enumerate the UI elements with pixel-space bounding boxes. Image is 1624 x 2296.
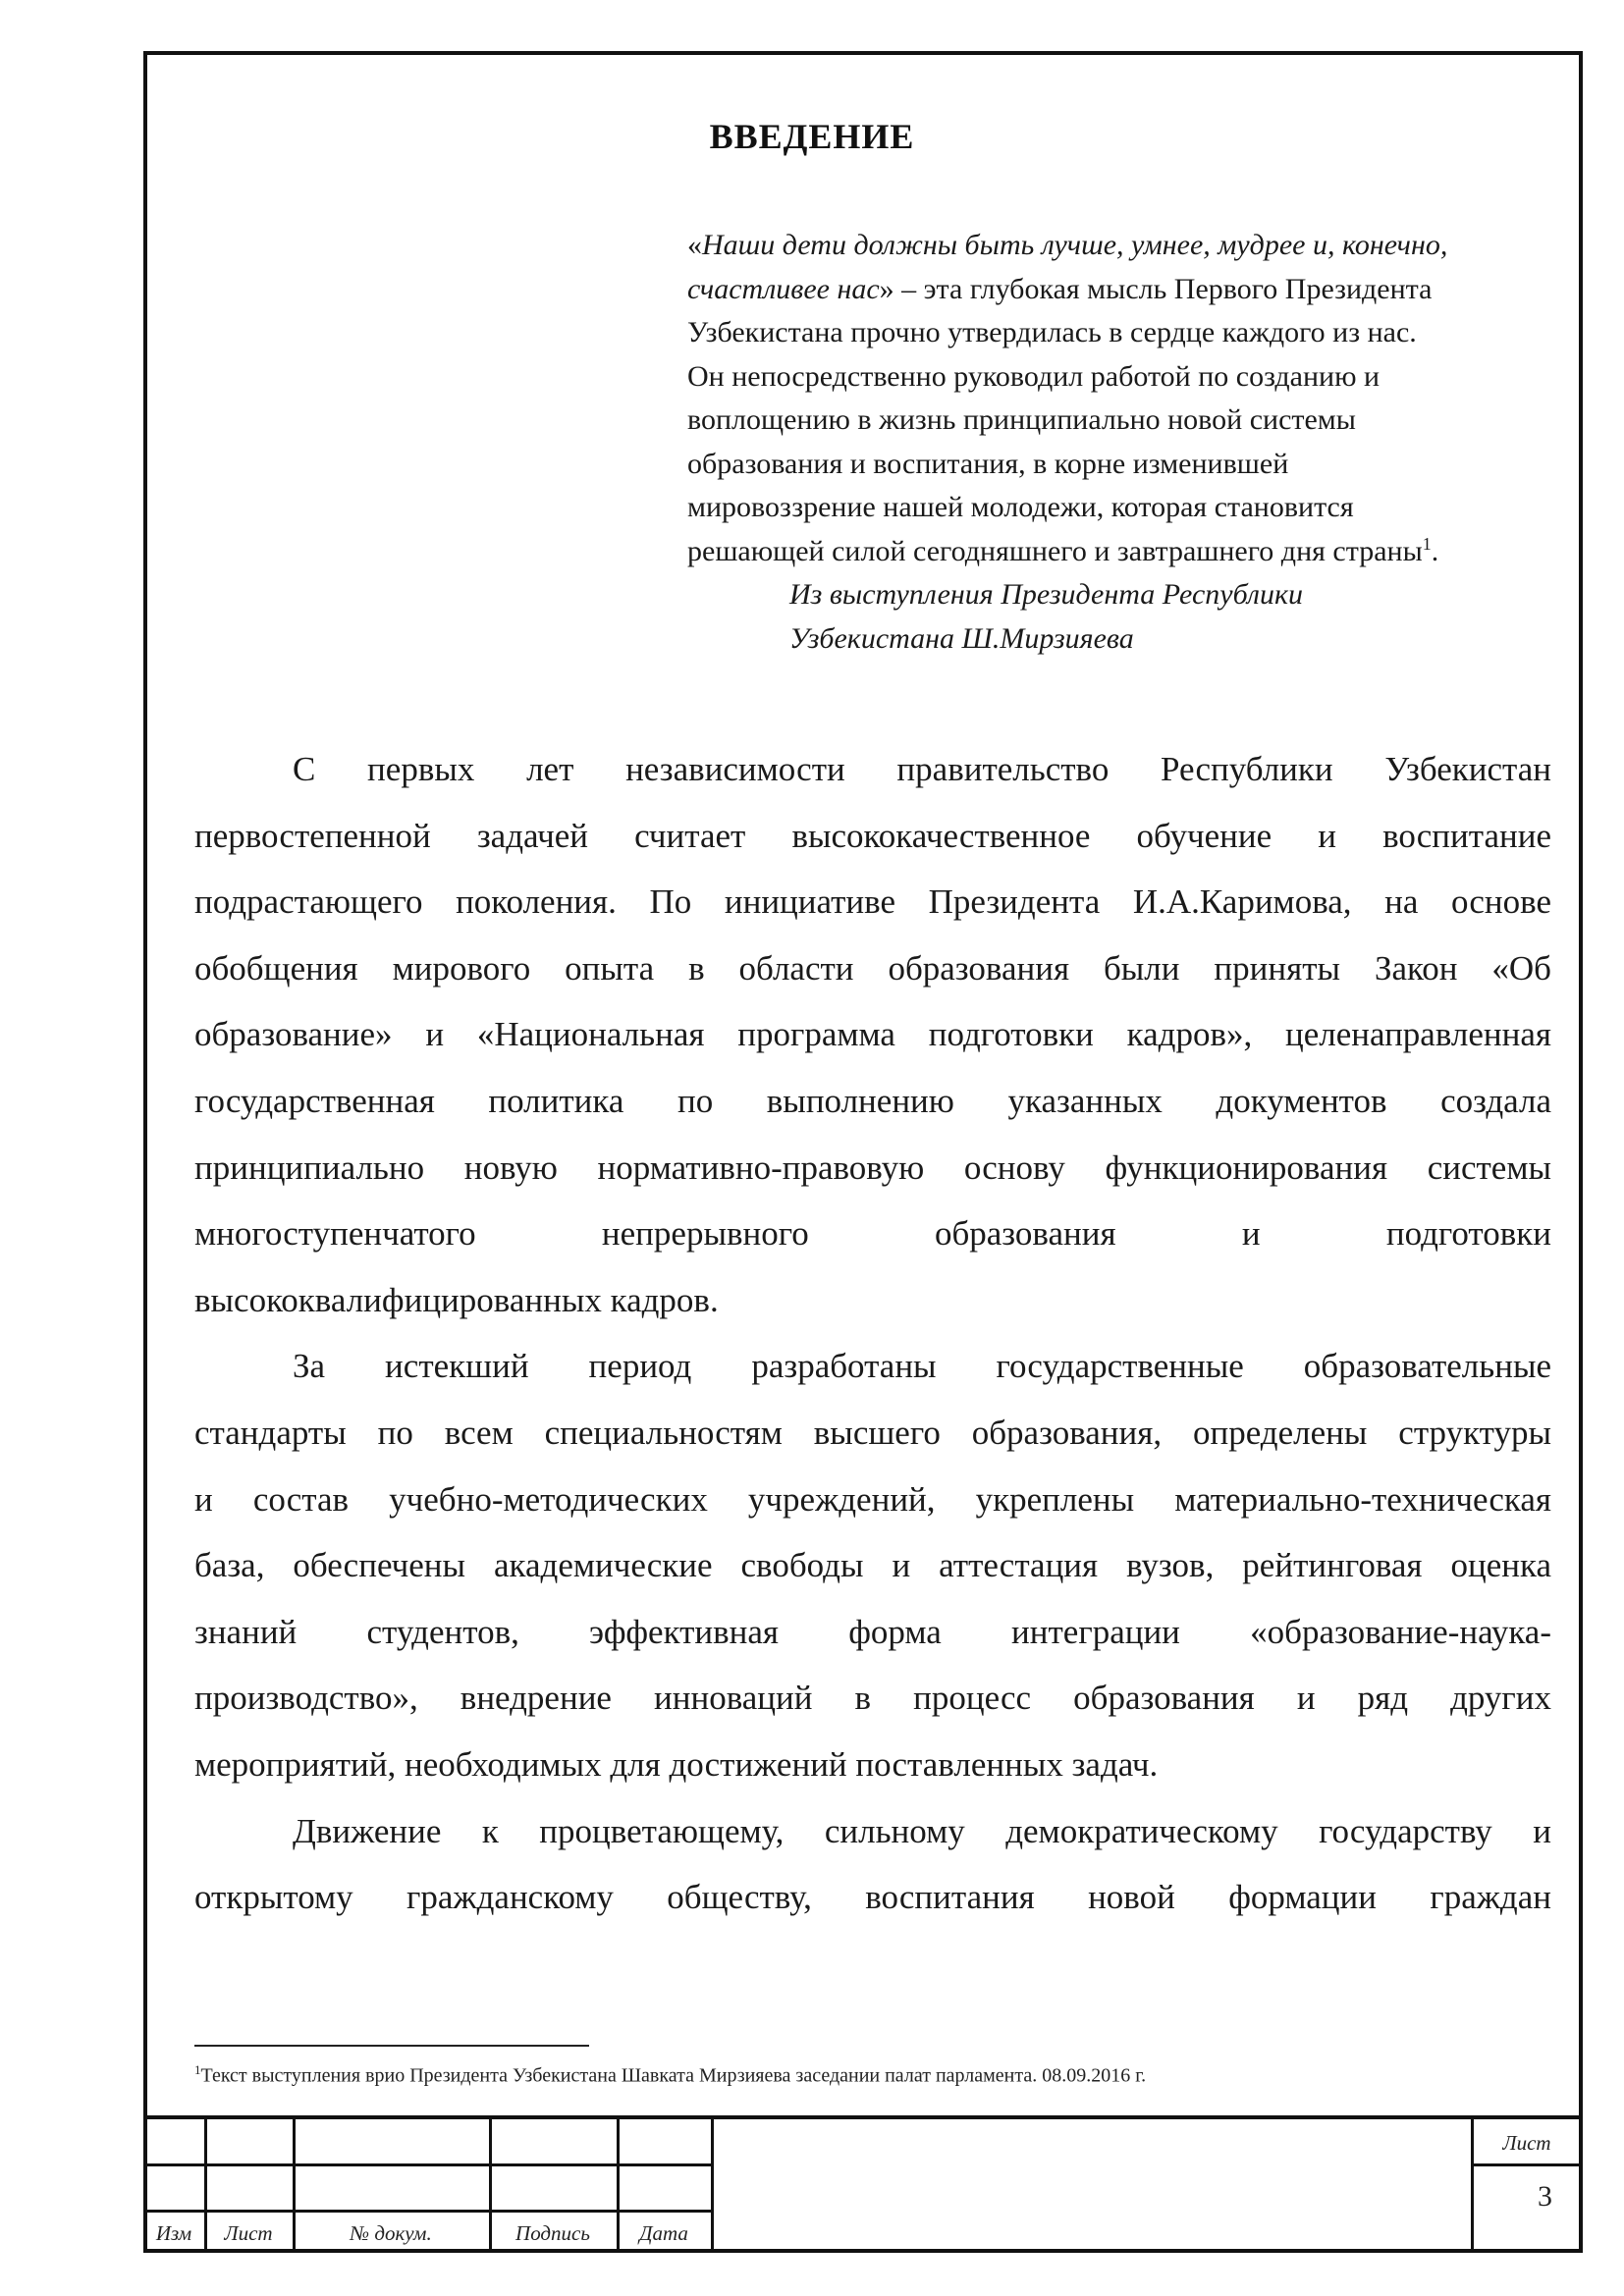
epigraph-source-1: Из выступления Президента Республики	[789, 578, 1304, 611]
text-line: Движение к процветающему, сильному демократическому государству и	[293, 1811, 1551, 1850]
epigraph-line-4: Он непосредственно руководил работой по созданию и	[687, 359, 1380, 393]
text-line: и состав учебно-методических учреждений, укреплены материально-техническая	[194, 1479, 1551, 1519]
footnote-text: Текст выступления врио Президента Узбекистана Шавката Мирзияева заседании палат парламента. 08.09.2016 г.	[200, 2064, 1147, 2087]
epigraph-line-7: мировоззрение нашей молодежи, которая становится	[687, 491, 1354, 523]
footnote	[194, 2062, 1146, 2088]
epigraph-source-2: Узбекистана Ш.Мирзияева	[789, 621, 1134, 655]
epigraph-line-6: образования и воспитания, в корне изменившей	[687, 447, 1289, 480]
stamp-date-label: Дата	[639, 2221, 688, 2245]
paragraph-1	[194, 736, 1551, 1333]
text-line: база, обеспечены академические свободы и аттестация вузов, рейтинговая оценка	[194, 1546, 1551, 1585]
page-title: ВВЕДЕНИЕ	[709, 117, 915, 156]
text-line: образование» и «Национальная программа подготовки кадров», целенаправленная	[194, 1015, 1551, 1054]
footnote-separator	[194, 2045, 589, 2047]
text-line: многоступенчатого непрерывного образования и подготовки	[194, 1214, 1551, 1254]
stamp-signature-label: Подпись	[515, 2221, 590, 2245]
text-line: принципиально новую нормативно-правовую основу функционирования системы	[194, 1148, 1551, 1187]
epigraph-line-3: Узбекистана прочно утвердилась в сердце каждого из нас.	[687, 316, 1417, 348]
epigraph	[687, 224, 1551, 661]
body-text	[194, 736, 1551, 1931]
text-line: стандарты по всем специальностям высшего образования, определены структуры	[194, 1413, 1551, 1452]
epigraph-line-8: решающей силой сегодняшнего и завтрашнего дня страны$^1$.	[687, 533, 1439, 567]
stamp-row-line	[143, 2210, 713, 2213]
text-line: государственная политика по выполнению указанных документов создала	[194, 1081, 1551, 1120]
title-block-stamp	[143, 2115, 1583, 2253]
page-number: 3	[1538, 2180, 1552, 2213]
text-line: высококвалифицированных кадров.	[194, 1280, 719, 1319]
text-line: подрастающего поколения. По инициативе Президента И.А.Каримова, на основе	[194, 882, 1551, 922]
epigraph-line-2: счастливее нас» – эта глубокая мысль Первого Президента	[687, 272, 1433, 305]
text-line: производство», внедрение инноваций в процесс образования и ряд других	[194, 1679, 1551, 1718]
text-line: знаний студентов, эффективная форма интеграции «образование-наука-	[194, 1612, 1551, 1651]
text-line: С первых лет независимости правительство Республики Узбекистан	[293, 750, 1551, 788]
paragraph-2	[194, 1333, 1551, 1797]
footnote-marker: 1	[194, 2062, 201, 2077]
stamp-list-label: Лист	[224, 2221, 273, 2245]
text-line: мероприятий, необходимых для достижений поставленных задач.	[194, 1744, 1159, 1784]
stamp-izm-label: Изм	[155, 2221, 192, 2245]
stamp-row-line	[1471, 2163, 1583, 2166]
text-line: За истекший период разработаны государственные образовательные	[293, 1347, 1551, 1386]
stamp-divider	[711, 2119, 714, 2253]
epigraph-line-5: воплощению в жизнь принципиально новой системы	[687, 403, 1356, 436]
stamp-sheet-label: Лист	[1502, 2131, 1551, 2155]
text-line: обобщения мирового опыта в области образования были приняты Закон «Об	[194, 948, 1551, 988]
epigraph-line-1: «Наши дети должны быть лучше, умнее, мудрее и, конечно,	[687, 229, 1448, 261]
stamp-row-line	[143, 2163, 713, 2166]
footnote-ref[interactable]: 1	[1422, 533, 1432, 554]
text-line: открытому гражданскому обществу, воспитания новой формации граждан	[194, 1878, 1551, 1917]
stamp-doc-number-label: № докум.	[350, 2221, 432, 2245]
text-line: первостепенной задачей считает высококачественное обучение и воспитание	[194, 816, 1551, 855]
paragraph-3	[194, 1798, 1551, 1931]
